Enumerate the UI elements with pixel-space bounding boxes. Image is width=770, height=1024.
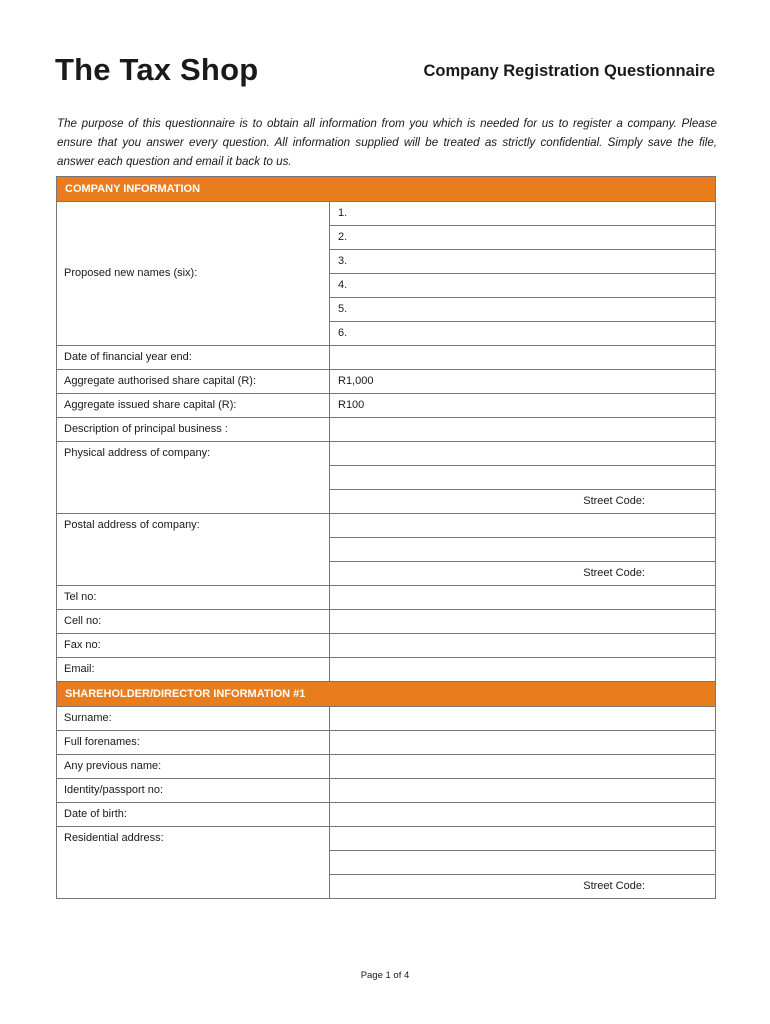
- authorised-capital-field[interactable]: R1,000: [330, 370, 716, 394]
- postal-address-line-2[interactable]: [330, 538, 716, 562]
- questionnaire-table: [56, 176, 716, 899]
- proposed-name-field-4[interactable]: 4.: [330, 274, 716, 298]
- physical-street-code-field[interactable]: Street Code:: [330, 490, 716, 514]
- forenames-label: Full forenames:: [57, 731, 330, 755]
- proposed-name-field-5[interactable]: 5.: [330, 298, 716, 322]
- table-row: [57, 707, 716, 731]
- table-row: [57, 202, 716, 226]
- surname-field[interactable]: [330, 707, 716, 731]
- tel-label: Tel no:: [57, 586, 330, 610]
- section-header-company: [57, 177, 716, 202]
- residential-address-line-1[interactable]: [330, 827, 716, 851]
- financial-year-end-label: Date of financial year end:: [57, 346, 330, 370]
- table-row: [57, 346, 716, 370]
- section-title: COMPANY INFORMATION: [57, 177, 716, 202]
- table-row: [57, 658, 716, 682]
- table-row: [57, 586, 716, 610]
- table-row: [57, 442, 716, 466]
- physical-address-line-2[interactable]: [330, 466, 716, 490]
- section-title: SHAREHOLDER/DIRECTOR INFORMATION #1: [57, 682, 716, 707]
- email-label: Email:: [57, 658, 330, 682]
- cell-label: Cell no:: [57, 610, 330, 634]
- table-row: [57, 394, 716, 418]
- issued-capital-field[interactable]: R100: [330, 394, 716, 418]
- identity-label: Identity/passport no:: [57, 779, 330, 803]
- form-title: Company Registration Questionnaire: [423, 62, 715, 80]
- fax-label: Fax no:: [57, 634, 330, 658]
- table-row: [57, 610, 716, 634]
- proposed-names-label: Proposed new names (six):: [57, 202, 330, 346]
- principal-business-label: Description of principal business :: [57, 418, 330, 442]
- email-field[interactable]: [330, 658, 716, 682]
- surname-label: Surname:: [57, 707, 330, 731]
- residential-street-code-field[interactable]: Street Code:: [330, 875, 716, 899]
- proposed-name-field-1[interactable]: 1.: [330, 202, 716, 226]
- table-row: [57, 803, 716, 827]
- intro-paragraph: The purpose of this questionnaire is to obtain all information from you which is needed for us to register a company. Please ensure that you answer every question. All information supplied will be treated as strictly confidential. Simply save the file, answer each question and email it back to us.: [57, 117, 717, 168]
- company-logo-title: The Tax Shop: [55, 52, 259, 87]
- postal-address-label: Postal address of company:: [57, 514, 330, 586]
- previous-name-label: Any previous name:: [57, 755, 330, 779]
- fax-field[interactable]: [330, 634, 716, 658]
- table-row: [57, 755, 716, 779]
- authorised-capital-label: Aggregate authorised share capital (R):: [57, 370, 330, 394]
- physical-address-line-1[interactable]: [330, 442, 716, 466]
- page-number: Page 1 of 4: [360, 970, 410, 981]
- table-row: [57, 418, 716, 442]
- table-row: [57, 731, 716, 755]
- physical-address-label: Physical address of company:: [57, 442, 330, 514]
- proposed-name-field-2[interactable]: 2.: [330, 226, 716, 250]
- section-header-shareholder: [57, 682, 716, 707]
- forenames-field[interactable]: [330, 731, 716, 755]
- table-row: [57, 779, 716, 803]
- table-row: [57, 827, 716, 851]
- tel-field[interactable]: [330, 586, 716, 610]
- date-of-birth-label: Date of birth:: [57, 803, 330, 827]
- table-row: [57, 370, 716, 394]
- proposed-name-field-6[interactable]: 6.: [330, 322, 716, 346]
- table-row: [57, 634, 716, 658]
- principal-business-field[interactable]: [330, 418, 716, 442]
- previous-name-field[interactable]: [330, 755, 716, 779]
- postal-street-code-field[interactable]: Street Code:: [330, 562, 716, 586]
- residential-address-line-2[interactable]: [330, 851, 716, 875]
- issued-capital-label: Aggregate issued share capital (R):: [57, 394, 330, 418]
- cell-field[interactable]: [330, 610, 716, 634]
- identity-field[interactable]: [330, 779, 716, 803]
- postal-address-line-1[interactable]: [330, 514, 716, 538]
- residential-address-label: Residential address:: [57, 827, 330, 899]
- financial-year-end-field[interactable]: [330, 346, 716, 370]
- date-of-birth-field[interactable]: [330, 803, 716, 827]
- table-row: [57, 514, 716, 538]
- proposed-name-field-3[interactable]: 3.: [330, 250, 716, 274]
